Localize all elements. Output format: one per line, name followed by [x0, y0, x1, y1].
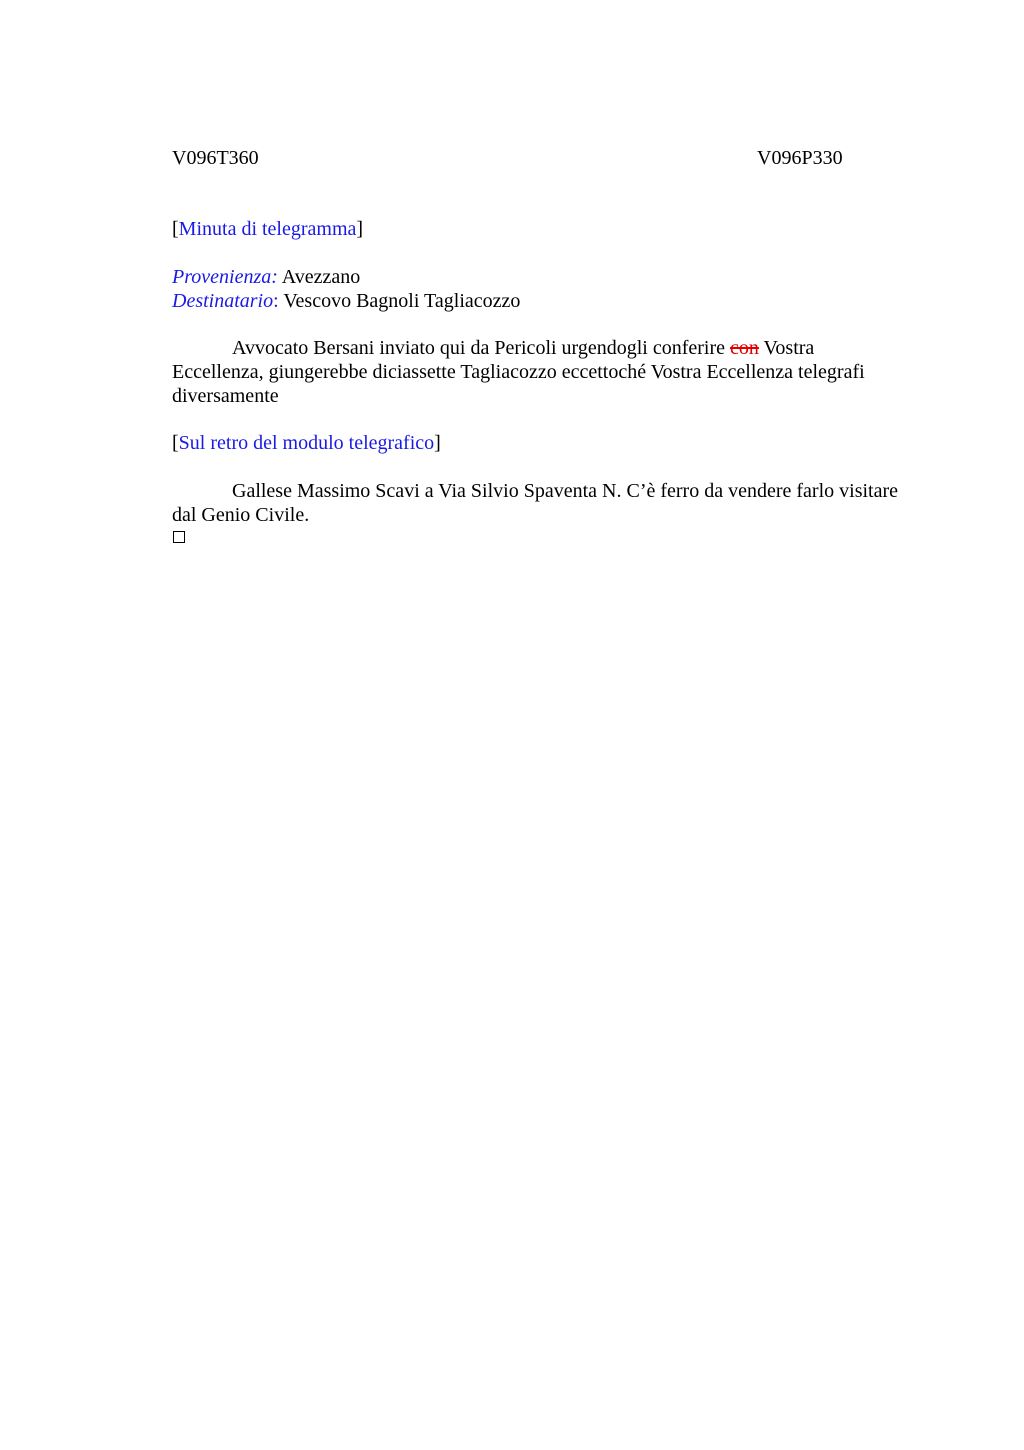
bracket-open: [	[172, 218, 179, 240]
body2-line1: Gallese Massimo Scavi a Via Silvio Spaventa N. C’è ferro da vendere farlo visitare	[232, 480, 899, 502]
end-box-icon	[173, 531, 185, 543]
body2-line2: dal Genio Civile.	[172, 504, 310, 526]
body1-line3: diversamente	[172, 385, 279, 407]
bracket-close: ]	[356, 218, 364, 240]
retro-heading-text: Sul retro del modulo telegrafico	[178, 432, 435, 454]
document-title	[172, 217, 363, 241]
bracket-open: [	[172, 432, 179, 454]
document-code-right: V096P330	[757, 147, 843, 169]
retro-heading	[172, 431, 441, 455]
body1-line1	[232, 336, 814, 360]
destinatario-line	[172, 289, 520, 313]
destinatario-label: Destinatario	[172, 290, 274, 312]
body1-line1-before: Avvocato Bersani inviato qui da Pericoli urgendogli conferire	[232, 337, 731, 359]
body1-line2: Eccellenza, giungerebbe diciassette Tagliacozzo eccettoché Vostra Eccellenza telegrafi	[172, 361, 865, 383]
provenienza-label: Provenienza:	[172, 266, 278, 288]
destinatario-separator: :	[273, 290, 279, 312]
document-code-left: V096T360	[172, 147, 259, 169]
body1-line1-after: Vostra	[758, 337, 815, 359]
provenienza-value: Avezzano	[277, 266, 361, 288]
bracket-close: ]	[434, 432, 441, 454]
deleted-word: con	[730, 337, 759, 359]
title-text: Minuta di telegramma	[178, 218, 357, 240]
provenienza-line	[172, 265, 360, 289]
destinatario-value: Vescovo Bagnoli Tagliacozzo	[278, 290, 521, 312]
